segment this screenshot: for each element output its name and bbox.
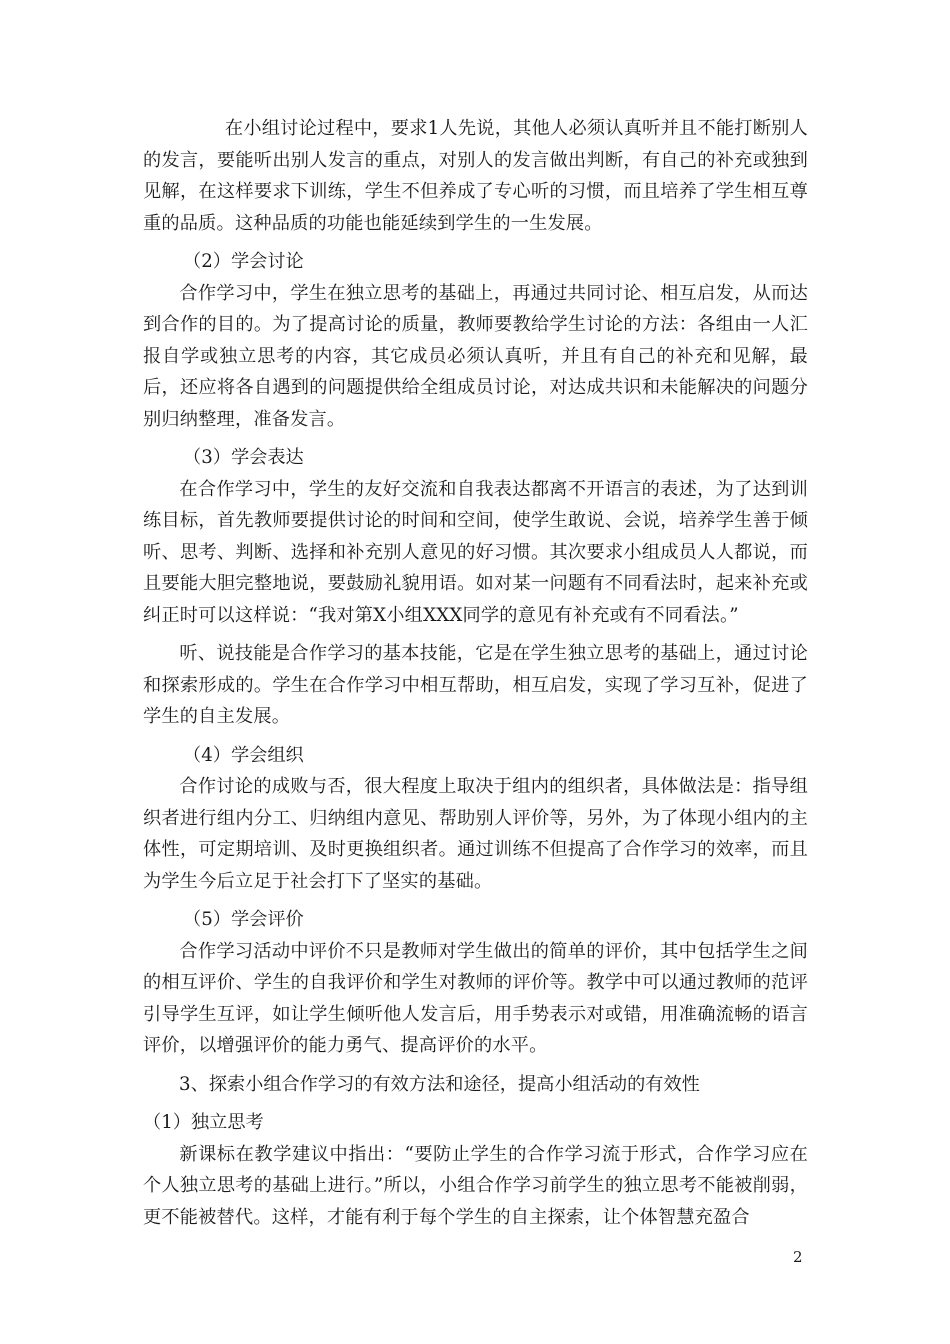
- heading-learn-evaluation: （5）学会评价: [183, 909, 304, 930]
- paragraph-independent-thinking: 新课标在教学建议中指出：“要防止学生的合作学习流于形式，合作学习应在个人独立思考的基础上进行。”所以，小组合作学习前学生的独立思考不能被削弱，更不能被替代。这样，才能有利于每个学生的自主探索，让个体智慧充盈合: [143, 1143, 808, 1228]
- paragraph-listening-speaking-skills: 听、说技能是合作学习的基本技能，它是在学生独立思考的基础上，通过讨论和探索形成的。学生在合作学习中相互帮助，相互启发，实现了学习互补，促进了学生的自主发展。: [143, 643, 808, 727]
- paragraph-expression: 在合作学习中，学生的友好交流和自我表达都离不开语言的表述，为了达到训练目标，首先教师要提供讨论的时间和空间，使学生敢说、会说，培养学生善于倾听、思考、判断、选择和补充别人意见的好习惯。其次要求小组成员人人都说，而且要能大胆完整地说，要鼓励礼貌用语。如对某一问题有不同看法时，起来补充或纠正时可以这样说：“我对第X小组XXX同学的意见有补充或有不同看法。”: [143, 478, 808, 626]
- paragraph-listening-requirements: 在小组讨论过程中，要求1人先说，其他人必须认真听并且不能打断别人的发言，要能听出别人发言的重点，对别人的发言做出判断，有自己的补充或独到见解，在这样要求下训练，学生不但养成了专心听的习惯，而且培养了学生相互尊重的品质。这种品质的功能也能延续到学生的一生发展。: [143, 118, 808, 234]
- heading-independent-thinking: （1）独立思考: [143, 1112, 264, 1133]
- heading-learn-discussion: （2）学会讨论: [183, 251, 304, 272]
- document-body: [143, 113, 808, 1233]
- paragraph-organization: 合作讨论的成败与否，很大程度上取决于组内的组织者，具体做法是：指导组织者进行组内分工、归纳组内意见、帮助别人评价等，另外，为了体现小组内的主体性，可定期培训、及时更换组织者。通过训练不但提高了合作学习的效率，而且为学生今后立足于社会打下了坚实的基础。: [143, 776, 808, 892]
- paragraph-evaluation: 合作学习活动中评价不只是教师对学生做出的简单的评价，其中包括学生之间的相互评价、学生的自我评价和学生对教师的评价等。教学中可以通过教师的范评引导学生互评，如让学生倾听他人发言后，用手势表示对或错，用准确流畅的语言评价，以增强评价的能力勇气、提高评价的水平。: [143, 940, 808, 1056]
- heading-learn-organization: （4）学会组织: [183, 744, 304, 766]
- heading-section-3: 3、探索小组合作学习的有效方法和途径，提高小组活动的有效性: [179, 1073, 700, 1095]
- paragraph-discussion: 合作学习中，学生在独立思考的基础上，再通过共同讨论、相互启发，从而达到合作的目的。为了提高讨论的质量，教师要教给学生讨论的方法：各组由一人汇报自学或独立思考的内容，其它成员必须认真听，并且有自己的补充和见解，最后，还应将各自遇到的问题提供给全组成员讨论，对达成共识和未能解决的问题分别归纳整理，准备发言。: [143, 282, 808, 430]
- heading-learn-expression: （3）学会表达: [183, 447, 304, 468]
- page-number: 2: [793, 1248, 803, 1266]
